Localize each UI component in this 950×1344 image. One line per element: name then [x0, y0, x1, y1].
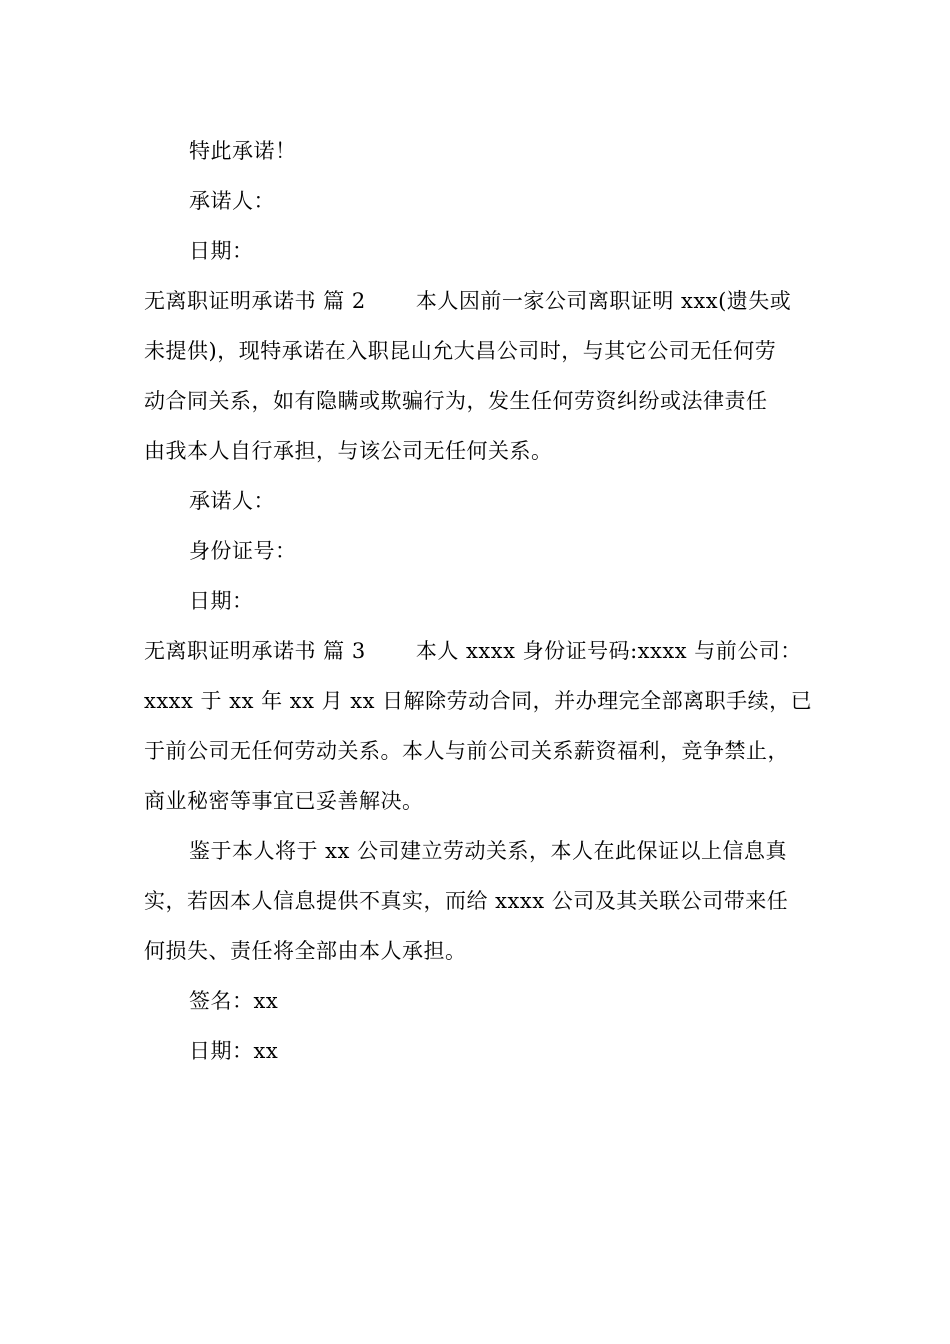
document-body: [144, 126, 834, 1076]
date-line: 日期：xx: [189, 1039, 279, 1063]
paragraph-line: 实，若因本人信息提供不真实，而给 xxxx 公司及其关联公司带来任: [144, 889, 789, 913]
paragraph-line: 未提供)，现特承诺在入职昆山允大昌公司时，与其它公司无任何劳: [144, 339, 777, 363]
paragraph-line: 身份证号：: [189, 539, 297, 563]
section-heading-line: 无离职证明承诺书 篇 2 本人因前一家公司离职证明 xxx(遗失或: [144, 289, 792, 313]
paragraph-line: 商业秘密等事宜已妥善解决。: [144, 789, 424, 813]
paragraph-line: 日期：: [189, 589, 254, 613]
paragraph-line: 鉴于本人将于 xx 公司建立劳动关系，本人在此保证以上信息真: [189, 839, 788, 863]
paragraph-line: 日期：: [189, 239, 254, 263]
paragraph-line: xxxx 于 xx 年 xx 月 xx 日解除劳动合同，并办理完全部离职手续，已: [144, 689, 813, 713]
section-heading-line: 无离职证明承诺书 篇 3 本人 xxxx 身份证号码:xxxx 与前公司：: [144, 639, 802, 663]
paragraph-line: 承诺人：: [189, 189, 275, 213]
paragraph-line: 何损失、责任将全部由本人承担。: [144, 939, 467, 963]
paragraph-line: 特此承诺！: [189, 139, 297, 163]
paragraph-line: 承诺人：: [189, 489, 275, 513]
paragraph-line: 动合同关系，如有隐瞒或欺骗行为，发生任何劳资纠纷或法律责任: [144, 389, 768, 413]
paragraph-line: 由我本人自行承担，与该公司无任何关系。: [144, 439, 553, 463]
signature-line: 签名：xx: [189, 989, 279, 1013]
paragraph-line: 于前公司无任何劳动关系。本人与前公司关系薪资福利，竞争禁止，: [144, 739, 789, 763]
